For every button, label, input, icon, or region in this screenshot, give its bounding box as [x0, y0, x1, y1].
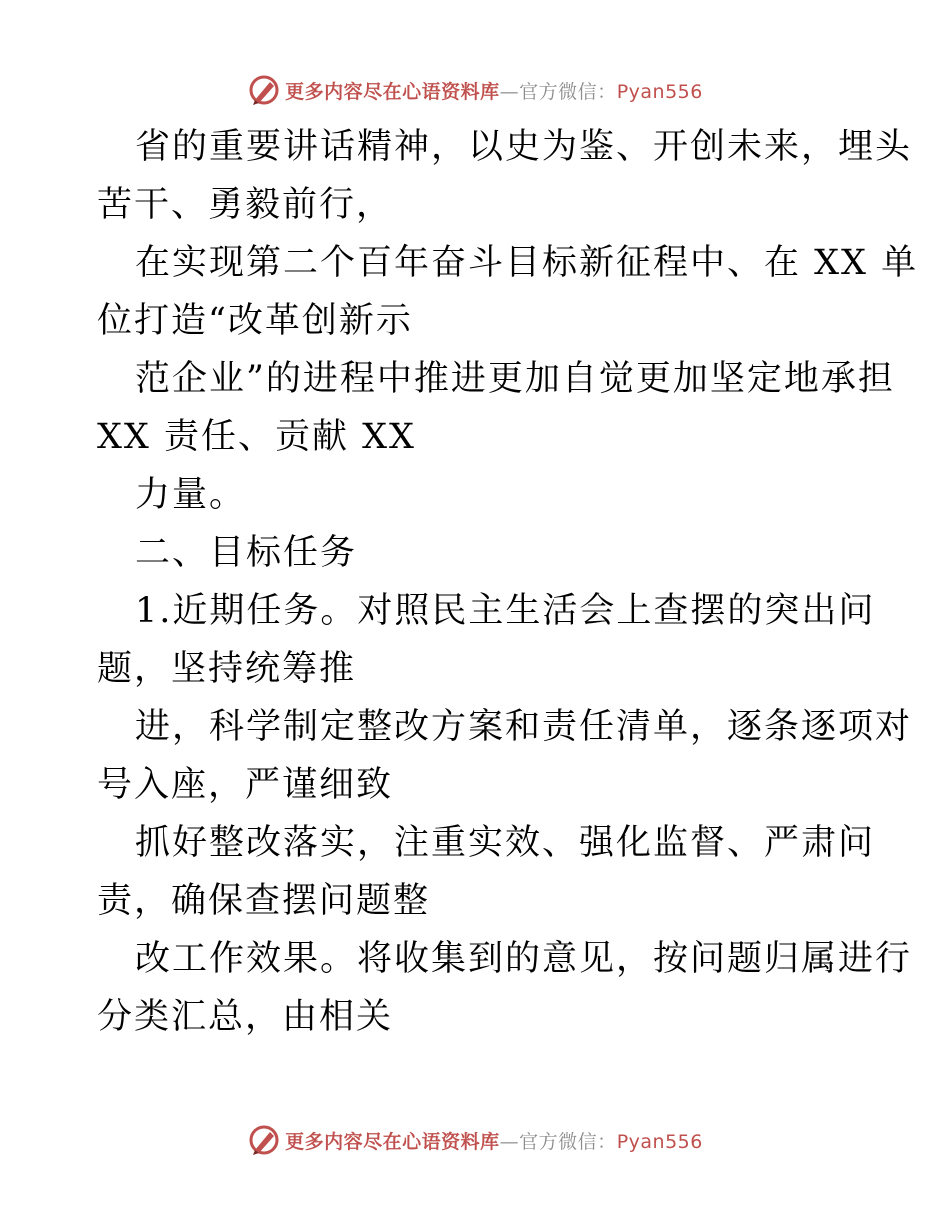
text-line: 苦干、勇毅前行， [97, 185, 394, 225]
text-line: 省的重要讲话精神，以史为鉴、开创未来，埋头 [135, 127, 913, 167]
watermark-wechat-id: Pyan556 [616, 1130, 703, 1153]
watermark-official-label: 官方微信： [519, 80, 617, 103]
header-watermark [0, 70, 950, 110]
footer-watermark [0, 1120, 950, 1160]
document-body [97, 118, 919, 1046]
watermark-wechat-id: Pyan556 [616, 80, 703, 103]
watermark-official-label: 官方微信： [519, 1130, 617, 1153]
text-line: 在实现第二个百年奋斗目标新征程中、在 XX 单 [135, 243, 919, 283]
text-line: 力量。 [135, 475, 247, 515]
text-line: 责，确保查摆问题整 [97, 881, 431, 921]
watermark-dash: — [499, 1130, 520, 1153]
text-line: 分类汇总，由相关 [97, 997, 394, 1037]
red-pen-logo-icon [247, 1123, 281, 1157]
text-line: 1.近期任务。对照民主生活会上查摆的突出问 [135, 591, 876, 631]
text-line: 题，坚持统筹推 [97, 649, 357, 689]
text-line: 改工作效果。将收集到的意见，按问题归属进行 [135, 939, 913, 979]
text-line: 位打造“改革创新示 [97, 301, 413, 341]
text-line: 抓好整改落实，注重实效、强化监督、严肃问 [135, 823, 876, 863]
watermark-dash: — [499, 80, 520, 103]
text-line: 二、目标任务 [135, 533, 358, 573]
watermark-brand: 更多内容尽在心语资料库 [285, 80, 500, 103]
text-line: 号入座，严谨细致 [97, 765, 394, 805]
red-pen-logo-icon [247, 73, 281, 107]
text-line: 进，科学制定整改方案和责任清单，逐条逐项对 [135, 707, 913, 747]
watermark-brand: 更多内容尽在心语资料库 [285, 1130, 500, 1153]
text-line: 范企业”的进程中推进更加自觉更加坚定地承担 [135, 359, 895, 399]
text-line: XX 责任、贡献 XX [97, 417, 416, 457]
